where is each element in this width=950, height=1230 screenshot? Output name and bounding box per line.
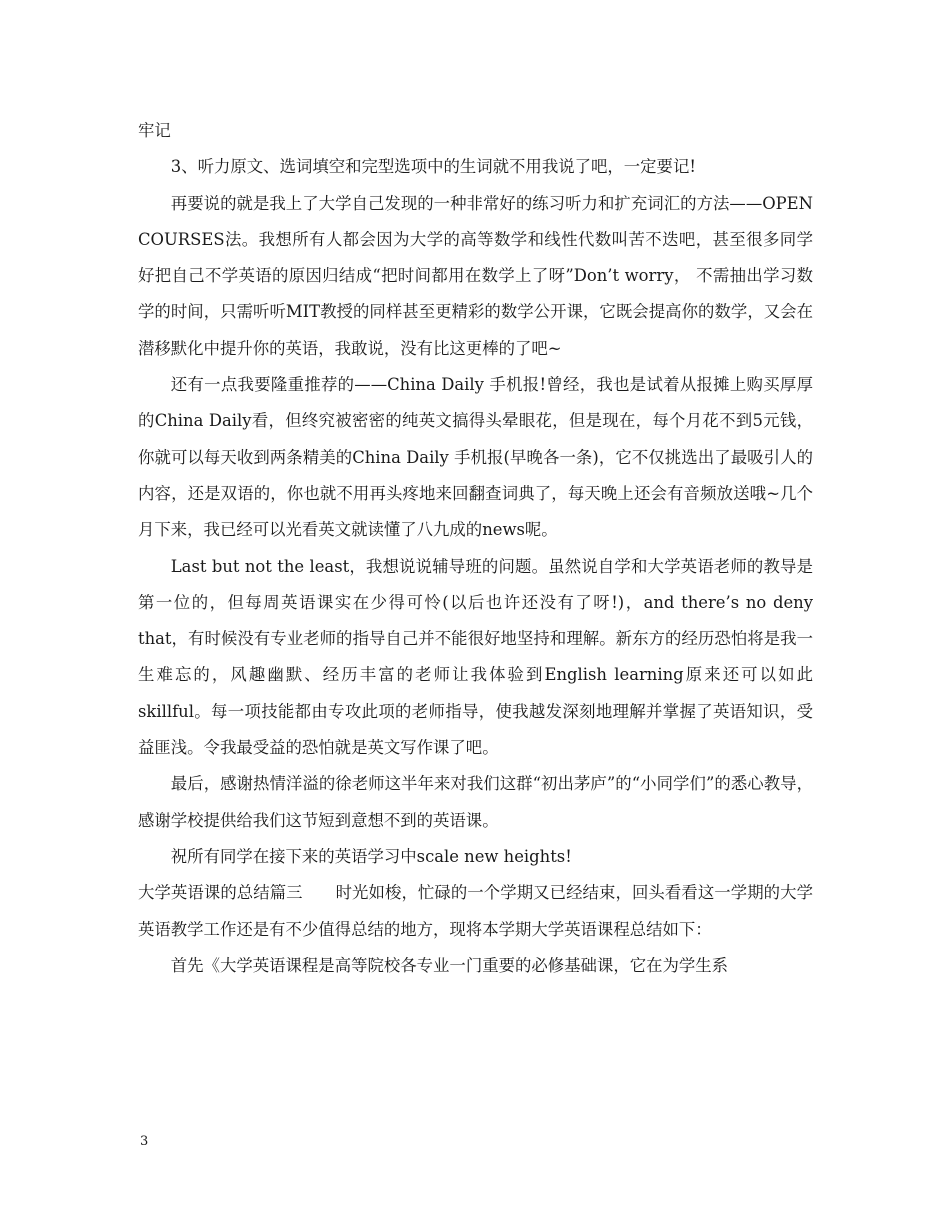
paragraph-china-daily: 还有一点我要隆重推荐的——China Daily 手机报!曾经，我也是试着从报摊上购买厚厚的China Daily看，但终究被密密的纯英文搞得头晕眼花，但是现在，每个月花不到5元钱，你就可以每天收到两条精美的China Daily 手机报(早晚各一条)，它不仅挑选出了最吸引人的内容，还是双语的，你也就不用再头疼地来回翻查词典了，每天晚上还会有音频放送哦~几个月下来，我已经可以光看英文就读懂了八九成的news呢。 <box>138 375 813 540</box>
paragraph-continuation: 牢记 <box>138 121 171 140</box>
paragraph-open-courses: 再要说的就是我上了大学自己发现的一种非常好的练习听力和扩充词汇的方法——OPEN COURSES法。我想所有人都会因为大学的高等数学和线性代数叫苦不迭吧，甚至很多同学好把自己不学英语的原因归结成“把时间都用在数学上了呀”Don’t worry， 不需抽出学习数学的时间，只需听听MIT教授的同样甚至更精彩的数学公开课，它既会提高你的数学，又会在潜移默化中提升你的英语，我敢说，没有比这更棒的了吧~ <box>138 193 813 358</box>
paragraph-course-intro: 首先《大学英语课程是高等院校各专业一门重要的必修基础课，它在为学生系 <box>170 955 729 975</box>
paragraph-tutoring: Last but not the least，我想说说辅导班的问题。虽然说自学和大学英语老师的教导是第一位的，但每周英语课实在少得可怜(以后也许还没有了呀!)，and there’s no deny that，有时候没有专业老师的指导自己并不能很好地坚持和理解。新东方的经历恐怕将是我一生难忘的，风趣幽默、经历丰富的老师让我体验到English learning原来还可以如此skillful。每一项技能都由专攻此项的老师指导，使我越发深刻地理解并掌握了英语知识，受益匪浅。令我最受益的恐怕就是英文写作课了吧。 <box>138 556 813 758</box>
paragraph-thanks: 最后，感谢热情洋溢的徐老师这半年来对我们这群“初出茅庐”的“小同学们”的悉心教导，感谢学校提供给我们这节短到意想不到的英语课。 <box>138 774 813 830</box>
paragraph-vocab-tip: 3、听力原文、选词填空和完型选项中的生词就不用我说了吧，一定要记! <box>170 157 696 177</box>
page-number: 3 <box>140 1134 149 1149</box>
document-body <box>138 113 813 984</box>
paragraph-section-three: 大学英语课的总结篇三 时光如梭，忙碌的一个学期又已经结束，回头看看这一学期的大学英语教学工作还是有不少值得总结的地方，现将本学期大学英语课程总结如下： <box>138 883 813 939</box>
paragraph-wishes: 祝所有同学在接下来的英语学习中scale new heights! <box>170 846 572 866</box>
